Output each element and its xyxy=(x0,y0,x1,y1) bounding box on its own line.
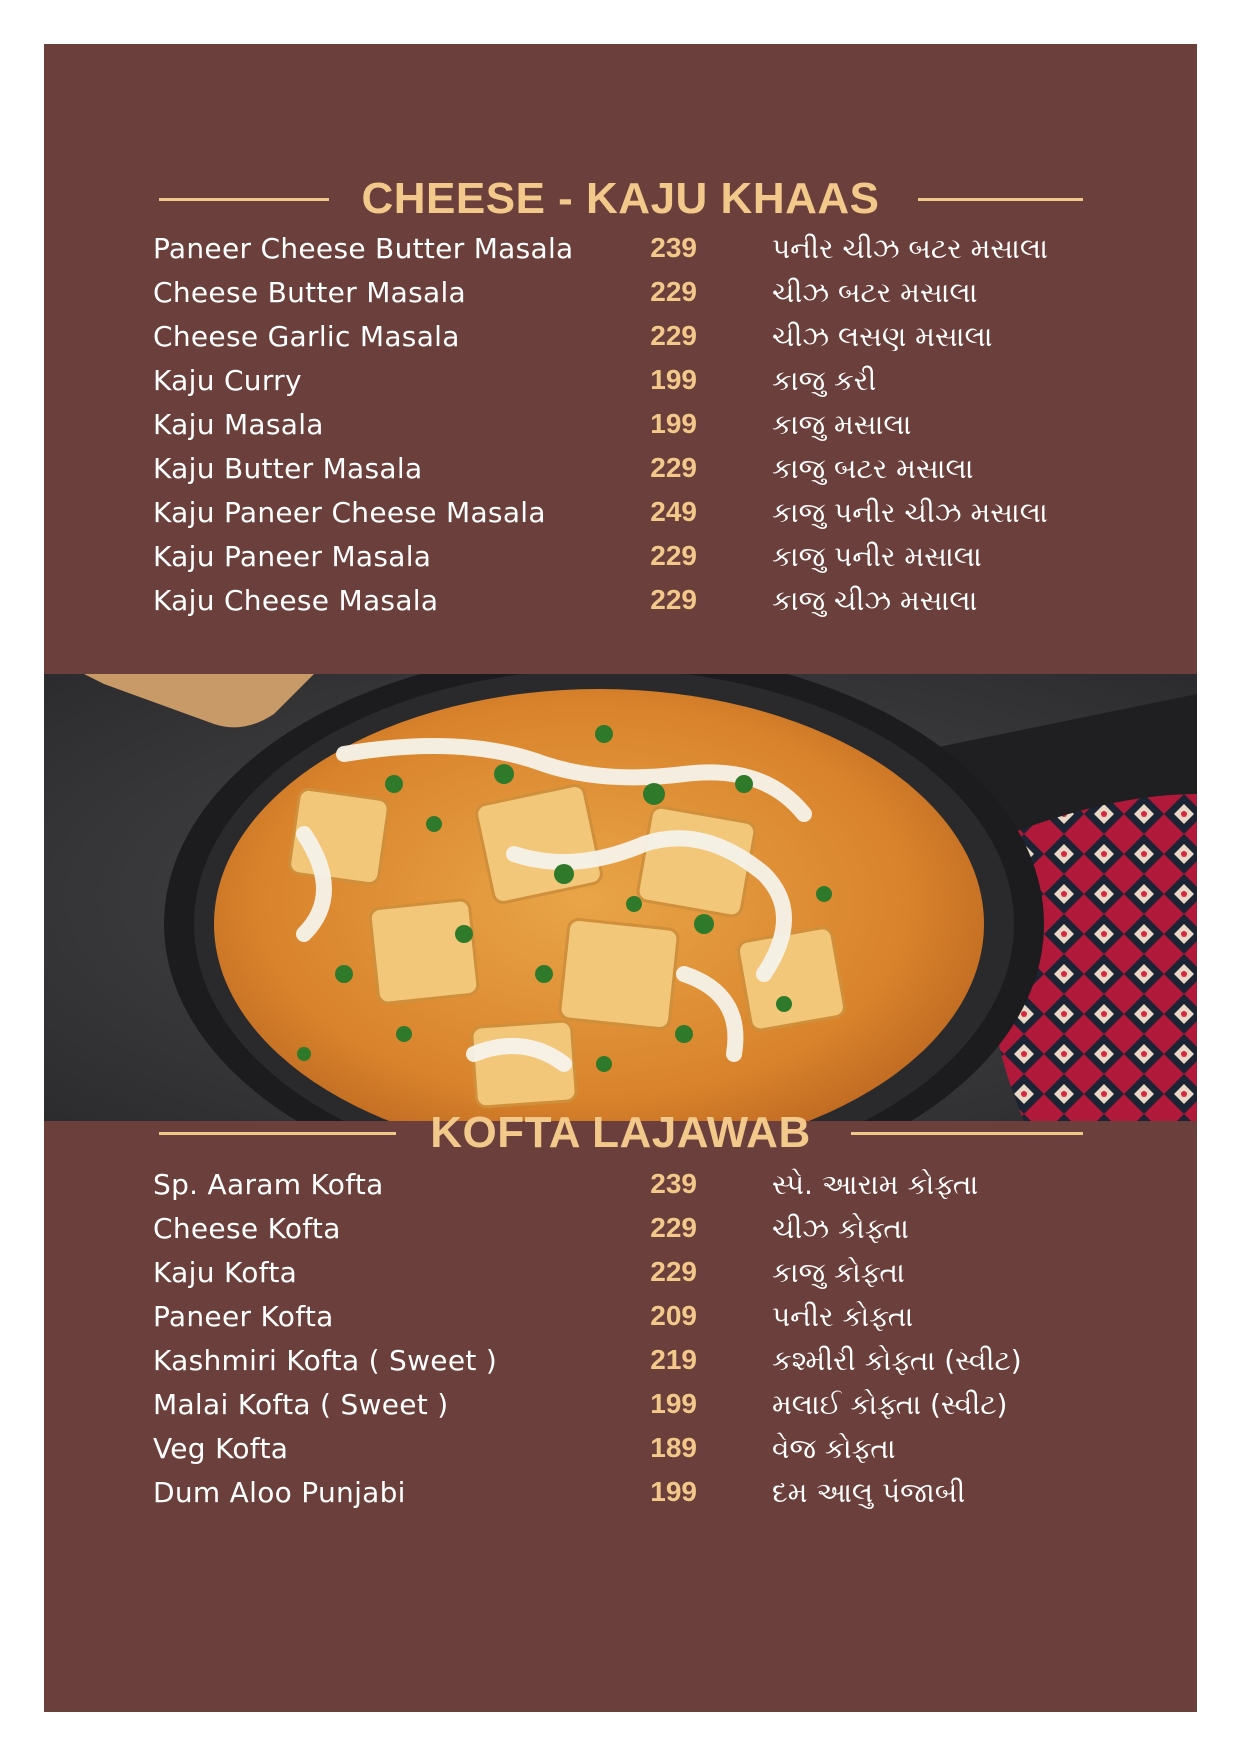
item-price: 219 xyxy=(650,1344,697,1375)
menu-item xyxy=(44,360,1197,404)
item-name-gujarati: પનીર કોફ્તા xyxy=(772,1300,914,1333)
menu-list-cheese-kaju xyxy=(44,228,1197,624)
item-price: 239 xyxy=(650,232,697,263)
menu-item xyxy=(44,404,1197,448)
menu-item xyxy=(44,1340,1197,1384)
menu-item xyxy=(44,1252,1197,1296)
menu-item xyxy=(44,1296,1197,1340)
item-price: 229 xyxy=(650,320,697,351)
item-name-gujarati: કાજુ પનીર ચીઝ મસાલા xyxy=(772,496,1048,529)
section-title: KOFTA LAJAWAB xyxy=(430,1108,811,1157)
food-photo xyxy=(44,674,1197,1121)
item-price: 229 xyxy=(650,1256,697,1287)
item-name-gujarati: પનીર ચીઝ બટર મસાલા xyxy=(772,232,1048,265)
item-price: 249 xyxy=(650,496,697,527)
heading-rule-left xyxy=(159,198,329,201)
item-name-gujarati: કાજુ ચીઝ મસાલા xyxy=(772,584,978,617)
item-name: Kaju Curry xyxy=(153,364,302,397)
item-price: 199 xyxy=(650,408,697,439)
item-name-gujarati: દમ આલુ પંજાબી xyxy=(772,1476,966,1509)
menu-item xyxy=(44,448,1197,492)
item-name: Dum Aloo Punjabi xyxy=(153,1476,406,1509)
section-title: CHEESE - KAJU KHAAS xyxy=(361,174,880,223)
menu-list-kofta xyxy=(44,1164,1197,1516)
item-price: 199 xyxy=(650,364,697,395)
item-name: Kaju Paneer Masala xyxy=(153,540,432,573)
item-name-gujarati: કાજુ કોફ્તા xyxy=(772,1256,905,1289)
menu-item xyxy=(44,1208,1197,1252)
item-price: 229 xyxy=(650,584,697,615)
menu-item xyxy=(44,492,1197,536)
item-name-gujarati: ચીઝ બટર મસાલા xyxy=(772,276,978,309)
menu-item xyxy=(44,1428,1197,1472)
section-heading-cheese-kaju xyxy=(44,169,1197,229)
item-name: Sp. Aaram Kofta xyxy=(153,1168,384,1201)
menu-item xyxy=(44,1472,1197,1516)
menu-item xyxy=(44,1384,1197,1428)
item-name-gujarati: મલાઈ કોફ્તા (સ્વીટ) xyxy=(772,1388,1008,1421)
item-price: 189 xyxy=(650,1432,697,1463)
menu-item xyxy=(44,580,1197,624)
item-name-gujarati: કાજુ કરી xyxy=(772,364,877,397)
item-name-gujarati: કશ્મીરી કોફ્તા (સ્વીટ) xyxy=(772,1344,1022,1377)
item-name: Cheese Butter Masala xyxy=(153,276,467,309)
item-price: 199 xyxy=(650,1388,697,1419)
item-price: 229 xyxy=(650,276,697,307)
item-name-gujarati: સ્પે. આરામ કોફ્તા xyxy=(772,1168,979,1201)
section-heading-kofta xyxy=(44,1103,1197,1163)
item-name: Kaju Paneer Cheese Masala xyxy=(153,496,546,529)
heading-rule-right xyxy=(918,198,1083,201)
item-name-gujarati: ચીઝ લસણ મસાલા xyxy=(772,320,993,353)
item-price: 239 xyxy=(650,1168,697,1199)
item-name-gujarati: કાજુ પનીર મસાલા xyxy=(772,540,982,573)
item-price: 199 xyxy=(650,1476,697,1507)
item-price: 229 xyxy=(650,452,697,483)
item-name-gujarati: વેજ કોફ્તા xyxy=(772,1432,896,1465)
menu-item xyxy=(44,316,1197,360)
item-name: Kashmiri Kofta ( Sweet ) xyxy=(153,1344,498,1377)
heading-rule-right xyxy=(851,1132,1083,1135)
item-price: 229 xyxy=(650,540,697,571)
menu-item xyxy=(44,536,1197,580)
item-name: Cheese Garlic Masala xyxy=(153,320,460,353)
menu-card xyxy=(44,44,1197,1712)
item-name: Paneer Kofta xyxy=(153,1300,334,1333)
item-name: Kaju Kofta xyxy=(153,1256,298,1289)
item-name: Kaju Cheese Masala xyxy=(153,584,439,617)
item-name-gujarati: કાજુ બટર મસાલા xyxy=(772,452,974,485)
menu-item xyxy=(44,1164,1197,1208)
item-name-gujarati: કાજુ મસાલા xyxy=(772,408,912,441)
item-name: Kaju Butter Masala xyxy=(153,452,423,485)
item-name: Kaju Masala xyxy=(153,408,324,441)
heading-rule-left xyxy=(159,1132,396,1135)
menu-item xyxy=(44,272,1197,316)
menu-item xyxy=(44,228,1197,272)
item-name: Paneer Cheese Butter Masala xyxy=(153,232,574,265)
item-price: 229 xyxy=(650,1212,697,1243)
item-name: Malai Kofta ( Sweet ) xyxy=(153,1388,449,1421)
item-name-gujarati: ચીઝ કોફ્તા xyxy=(772,1212,909,1245)
item-price: 209 xyxy=(650,1300,697,1331)
item-name: Cheese Kofta xyxy=(153,1212,341,1245)
item-name: Veg Kofta xyxy=(153,1432,289,1465)
paneer-curry-illustration xyxy=(44,674,1197,1121)
